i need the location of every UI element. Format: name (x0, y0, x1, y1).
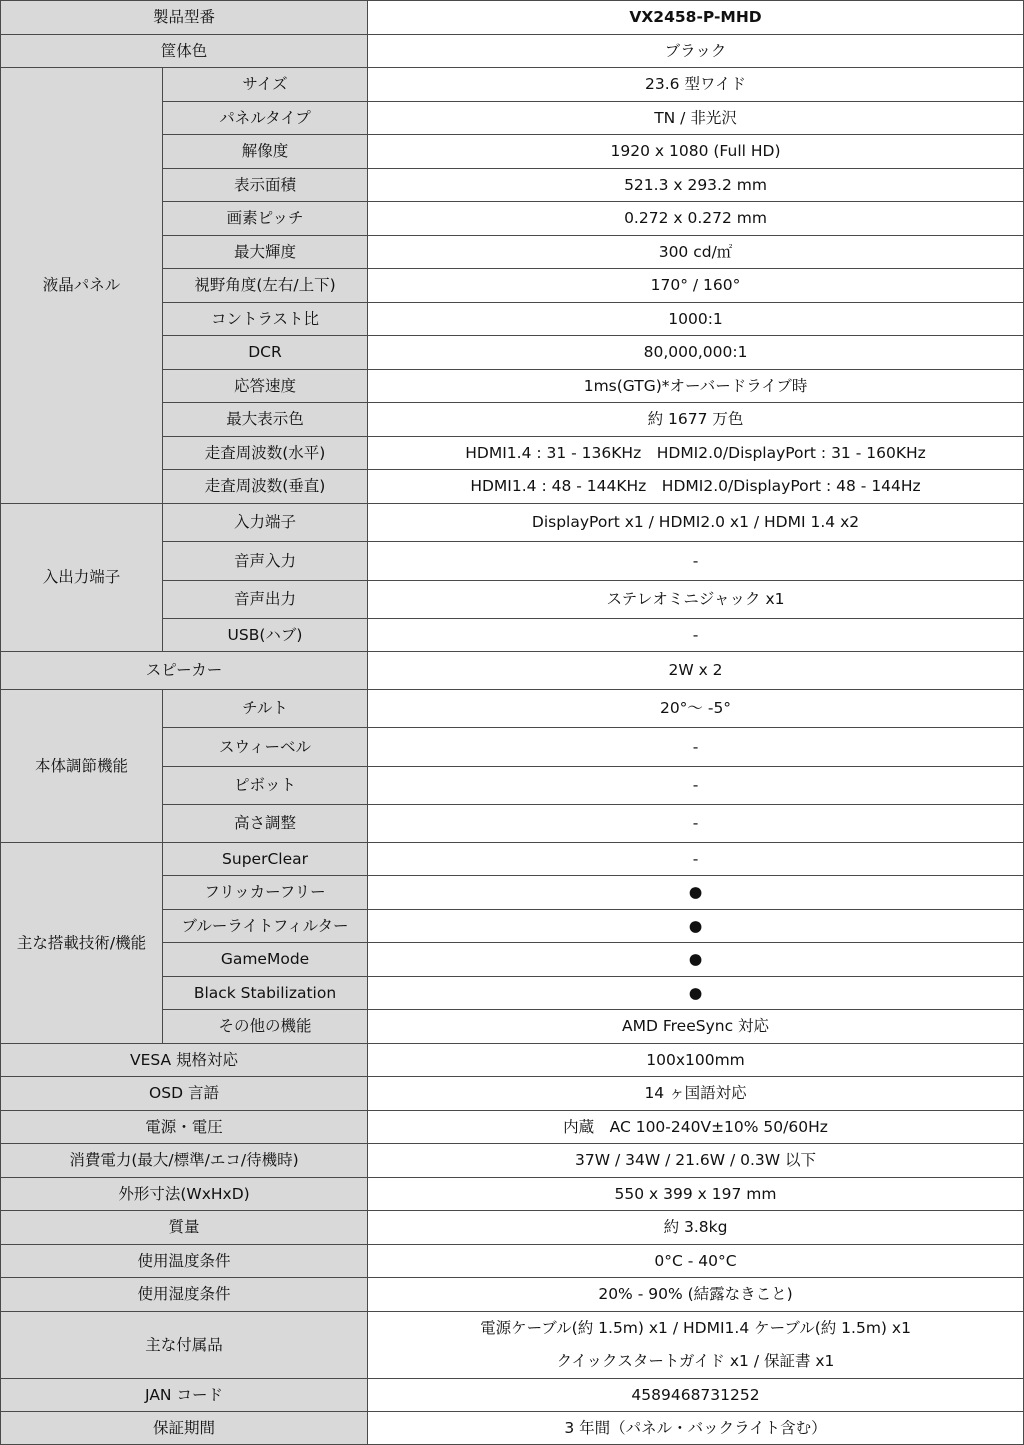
panel-item-value: HDMI1.4 : 31 - 136KHz HDMI2.0/DisplayPort : 31 - 160KHz (368, 437, 1024, 470)
dimensions-label: 外形寸法(WxHxD) (1, 1178, 368, 1211)
model-label: 製品型番 (1, 1, 368, 35)
row-model (1, 1, 1024, 35)
io-item-label: USB(ハブ) (163, 619, 368, 652)
consumption-label: 消費電力(最大/標準/エコ/待機時) (1, 1144, 368, 1178)
temp-label: 使用温度条件 (1, 1245, 368, 1278)
panel-item-label: コントラスト比 (163, 303, 368, 336)
osd-value: 14 ヶ国語対応 (368, 1077, 1024, 1111)
row-dimensions (1, 1178, 1024, 1211)
io-group-label: 入出力端子 (1, 504, 163, 652)
jan-label: JAN コード (1, 1379, 368, 1412)
io-item-label: 音声出力 (163, 581, 368, 619)
panel-item-value: 1000:1 (368, 303, 1024, 336)
row-jan (1, 1379, 1024, 1412)
panel-item-value: 23.6 型ワイド (368, 68, 1024, 102)
accessories-value (368, 1312, 1024, 1379)
row-accessories (1, 1312, 1024, 1379)
panel-item-value: 300 cd/㎡ (368, 236, 1024, 269)
weight-value: 約 3.8kg (368, 1211, 1024, 1245)
panel-item-label: 視野角度(左右/上下) (163, 269, 368, 303)
row-osd (1, 1077, 1024, 1111)
panel-row (1, 68, 1024, 102)
power-value: 内蔵 AC 100-240V±10% 50/60Hz (368, 1111, 1024, 1144)
panel-item-value: TN / 非光沢 (368, 102, 1024, 135)
panel-group-label: 液晶パネル (1, 68, 163, 504)
panel-item-label: 画素ピッチ (163, 202, 368, 236)
feature-item-label: フリッカーフリー (163, 876, 368, 910)
row-temp (1, 1245, 1024, 1278)
feature-item-label: その他の機能 (163, 1010, 368, 1044)
adjust-group-label: 本体調節機能 (1, 690, 163, 843)
adjust-item-label: スウィーベル (163, 728, 368, 767)
feature-item-label: GameMode (163, 943, 368, 977)
color-value: ブラック (368, 35, 1024, 68)
row-color (1, 35, 1024, 68)
accessories-line-1: 電源ケーブル(約 1.5m) x1 / HDMI1.4 ケーブル(約 1.5m) x1 (480, 1319, 911, 1337)
io-row (1, 504, 1024, 542)
accessories-line-2: クイックスタートガイド x1 / 保証書 x1 (556, 1352, 835, 1370)
panel-item-label: 走査周波数(垂直) (163, 470, 368, 504)
humidity-value: 20% - 90% (結露なきこと) (368, 1278, 1024, 1312)
feature-item-value: ● (368, 943, 1024, 977)
row-speaker (1, 652, 1024, 690)
feature-item-value: - (368, 843, 1024, 876)
humidity-label: 使用湿度条件 (1, 1278, 368, 1312)
panel-item-label: サイズ (163, 68, 368, 102)
feature-item-value: AMD FreeSync 対応 (368, 1010, 1024, 1044)
io-item-value: - (368, 542, 1024, 581)
feature-item-label: Black Stabilization (163, 977, 368, 1010)
row-power (1, 1111, 1024, 1144)
features-group-label: 主な搭載技術/機能 (1, 843, 163, 1044)
warranty-label: 保証期間 (1, 1412, 368, 1445)
adjust-item-label: 高さ調整 (163, 805, 368, 843)
panel-item-value: 521.3 x 293.2 mm (368, 169, 1024, 202)
panel-item-value: 0.272 x 0.272 mm (368, 202, 1024, 236)
adjust-item-value: 20°～ -5° (368, 690, 1024, 728)
osd-label: OSD 言語 (1, 1077, 368, 1111)
panel-item-label: パネルタイプ (163, 102, 368, 135)
vesa-label: VESA 規格対応 (1, 1044, 368, 1077)
speaker-value: 2W x 2 (368, 652, 1024, 690)
adjust-item-label: チルト (163, 690, 368, 728)
panel-item-label: 走査周波数(水平) (163, 437, 368, 470)
adjust-row (1, 690, 1024, 728)
panel-item-value: HDMI1.4 : 48 - 144KHz HDMI2.0/DisplayPort : 48 - 144Hz (368, 470, 1024, 504)
accessories-label: 主な付属品 (1, 1312, 368, 1379)
power-label: 電源・電圧 (1, 1111, 368, 1144)
vesa-value: 100x100mm (368, 1044, 1024, 1077)
panel-item-value: 1ms(GTG)*オーバードライブ時 (368, 370, 1024, 403)
feature-item-value: ● (368, 910, 1024, 943)
panel-item-value: 1920 x 1080 (Full HD) (368, 135, 1024, 169)
feature-item-label: ブルーライトフィルター (163, 910, 368, 943)
panel-item-value: 170° / 160° (368, 269, 1024, 303)
consumption-value: 37W / 34W / 21.6W / 0.3W 以下 (368, 1144, 1024, 1178)
feature-row (1, 843, 1024, 876)
dimensions-value: 550 x 399 x 197 mm (368, 1178, 1024, 1211)
io-item-label: 音声入力 (163, 542, 368, 581)
panel-item-value: 80,000,000:1 (368, 336, 1024, 370)
row-warranty (1, 1412, 1024, 1445)
row-consumption (1, 1144, 1024, 1178)
weight-label: 質量 (1, 1211, 368, 1245)
adjust-item-value: - (368, 805, 1024, 843)
panel-item-label: 表示面積 (163, 169, 368, 202)
io-item-value: DisplayPort x1 / HDMI2.0 x1 / HDMI 1.4 x2 (368, 504, 1024, 542)
jan-value: 4589468731252 (368, 1379, 1024, 1412)
row-humidity (1, 1278, 1024, 1312)
panel-item-label: 最大表示色 (163, 403, 368, 437)
temp-value: 0°C - 40°C (368, 1245, 1024, 1278)
row-vesa (1, 1044, 1024, 1077)
warranty-value: 3 年間（パネル・バックライト含む） (368, 1412, 1024, 1445)
panel-item-label: DCR (163, 336, 368, 370)
io-item-value: ステレオミニジャック x1 (368, 581, 1024, 619)
color-label: 筐体色 (1, 35, 368, 68)
io-item-value: - (368, 619, 1024, 652)
model-value: VX2458-P-MHD (368, 1, 1024, 35)
panel-item-label: 最大輝度 (163, 236, 368, 269)
row-weight (1, 1211, 1024, 1245)
panel-item-value: 約 1677 万色 (368, 403, 1024, 437)
feature-item-label: SuperClear (163, 843, 368, 876)
panel-item-label: 応答速度 (163, 370, 368, 403)
feature-item-value: ● (368, 977, 1024, 1010)
io-item-label: 入力端子 (163, 504, 368, 542)
speaker-label: スピーカー (1, 652, 368, 690)
panel-item-label: 解像度 (163, 135, 368, 169)
adjust-item-value: - (368, 767, 1024, 805)
adjust-item-value: - (368, 728, 1024, 767)
adjust-item-label: ピボット (163, 767, 368, 805)
feature-item-value: ● (368, 876, 1024, 910)
